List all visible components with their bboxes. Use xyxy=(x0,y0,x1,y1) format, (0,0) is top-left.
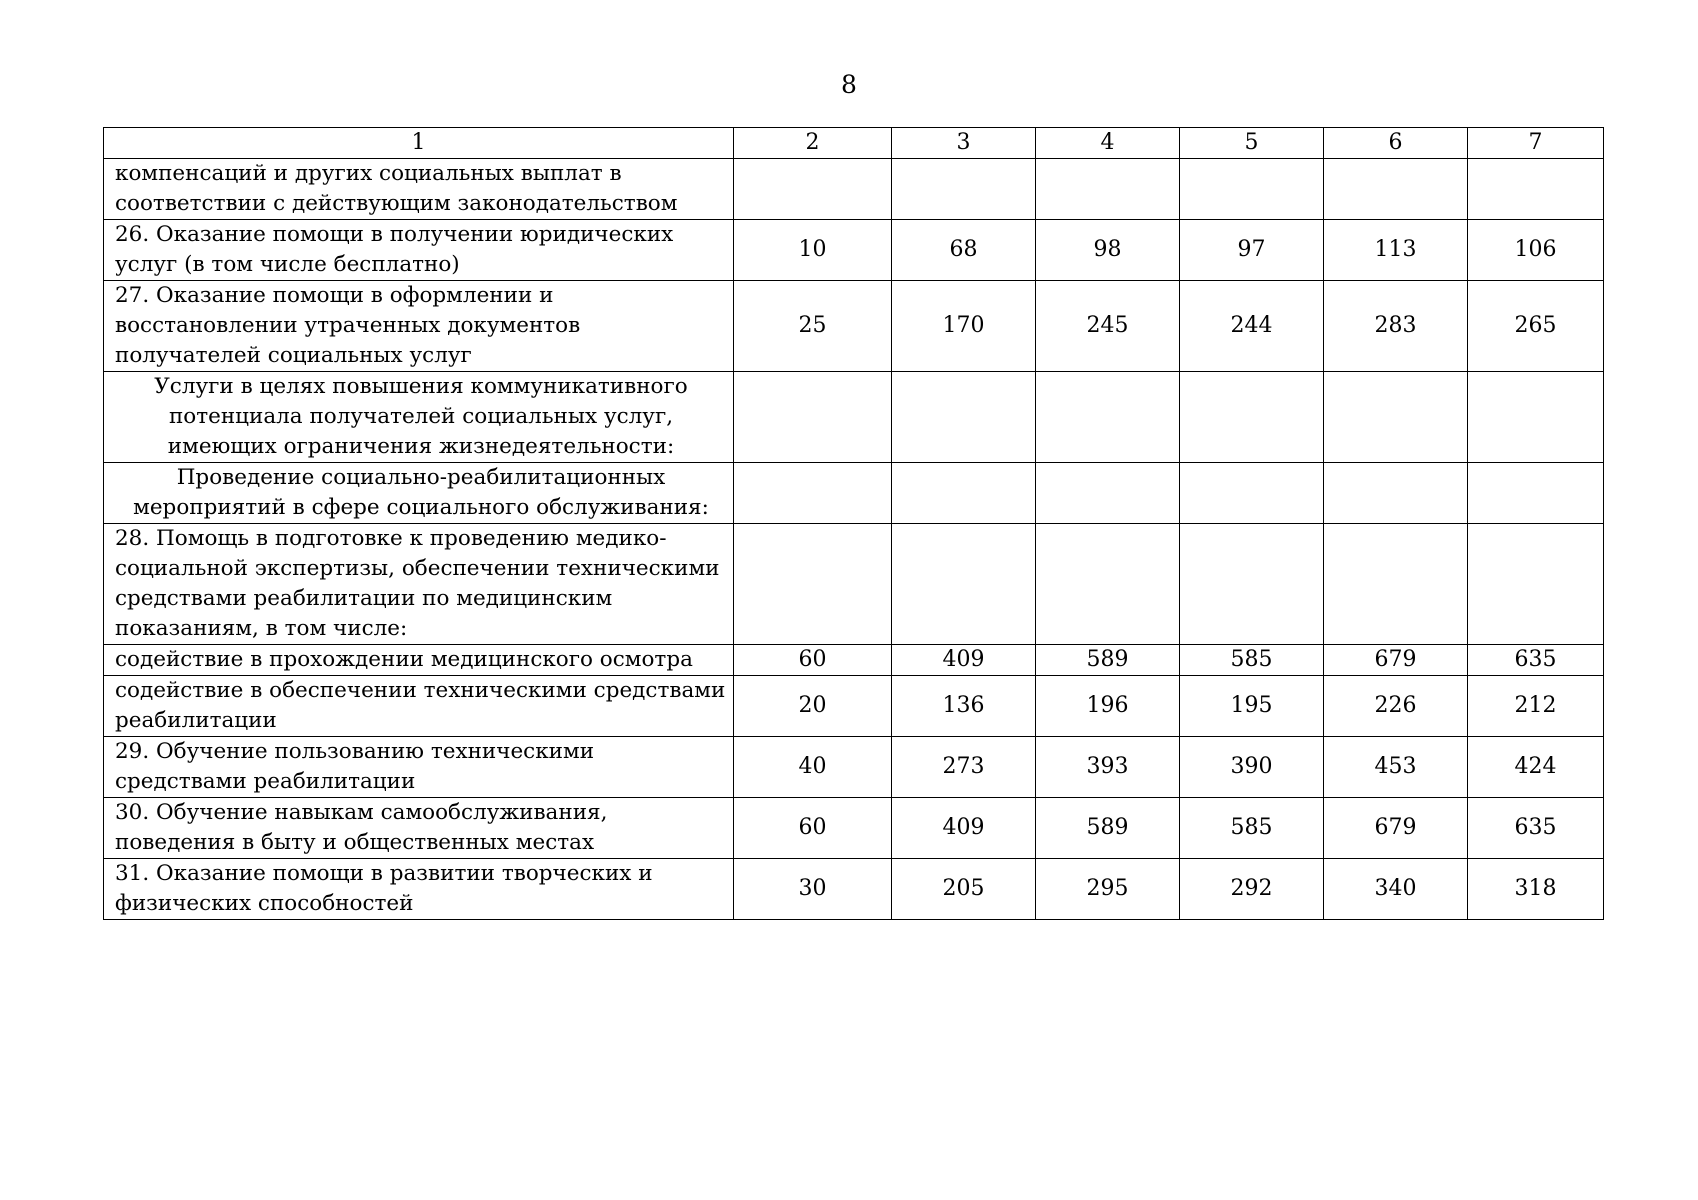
service-name-cell: содействие в прохождении медицинского осмотра xyxy=(104,645,734,676)
value-cell: 195 xyxy=(1180,676,1324,737)
value-cell: 60 xyxy=(734,798,892,859)
value-cell: 292 xyxy=(1180,859,1324,920)
value-cell xyxy=(1036,524,1180,645)
value-cell xyxy=(892,372,1036,463)
value-cell: 40 xyxy=(734,737,892,798)
value-cell xyxy=(1180,159,1324,220)
value-cell: 97 xyxy=(1180,220,1324,281)
table-row xyxy=(104,859,1604,920)
value-cell xyxy=(1324,524,1468,645)
value-cell: 265 xyxy=(1468,281,1604,372)
column-header: 7 xyxy=(1468,128,1604,159)
value-cell: 409 xyxy=(892,645,1036,676)
table-row xyxy=(104,645,1604,676)
value-cell: 106 xyxy=(1468,220,1604,281)
value-cell: 393 xyxy=(1036,737,1180,798)
section-heading-row xyxy=(104,372,1604,463)
table-row xyxy=(104,159,1604,220)
value-cell: 136 xyxy=(892,676,1036,737)
value-cell xyxy=(1324,463,1468,524)
value-cell xyxy=(1468,372,1604,463)
value-cell: 10 xyxy=(734,220,892,281)
value-cell xyxy=(892,159,1036,220)
value-cell: 273 xyxy=(892,737,1036,798)
value-cell: 318 xyxy=(1468,859,1604,920)
value-cell: 226 xyxy=(1324,676,1468,737)
service-name-cell: содействие в обеспечении техническими средствами реабилитации xyxy=(104,676,734,737)
value-cell: 60 xyxy=(734,645,892,676)
value-cell: 20 xyxy=(734,676,892,737)
value-cell: 196 xyxy=(1036,676,1180,737)
column-header: 6 xyxy=(1324,128,1468,159)
value-cell: 424 xyxy=(1468,737,1604,798)
value-cell xyxy=(1036,159,1180,220)
value-cell: 244 xyxy=(1180,281,1324,372)
value-cell: 453 xyxy=(1324,737,1468,798)
service-name-cell: компенсаций и других социальных выплат в соответствии с действующим законодательством xyxy=(104,159,734,220)
value-cell xyxy=(892,463,1036,524)
value-cell xyxy=(1180,372,1324,463)
section-heading-cell: Проведение социально-реабилитационных мероприятий в сфере социального обслуживания: xyxy=(104,463,734,524)
value-cell xyxy=(734,524,892,645)
column-header: 3 xyxy=(892,128,1036,159)
table-row xyxy=(104,798,1604,859)
service-name-cell: 28. Помощь в подготовке к проведению медико-социальной экспертизы, обеспечении техническими средствами реабилитации по медицинским показаниям, в том числе: xyxy=(104,524,734,645)
column-header: 1 xyxy=(104,128,734,159)
value-cell: 635 xyxy=(1468,645,1604,676)
value-cell xyxy=(1180,524,1324,645)
value-cell: 390 xyxy=(1180,737,1324,798)
value-cell: 589 xyxy=(1036,645,1180,676)
value-cell: 589 xyxy=(1036,798,1180,859)
service-name-cell: 31. Оказание помощи в развитии творческих и физических способностей xyxy=(104,859,734,920)
table-row xyxy=(104,281,1604,372)
value-cell: 409 xyxy=(892,798,1036,859)
value-cell: 113 xyxy=(1324,220,1468,281)
services-table xyxy=(103,127,1604,920)
value-cell xyxy=(1036,372,1180,463)
value-cell xyxy=(1468,524,1604,645)
value-cell xyxy=(892,524,1036,645)
value-cell: 68 xyxy=(892,220,1036,281)
section-heading-cell: Услуги в целях повышения коммуникативного потенциала получателей социальных услуг, имеющих ограничения жизнедеятельности: xyxy=(104,372,734,463)
value-cell xyxy=(734,463,892,524)
value-cell xyxy=(1036,463,1180,524)
value-cell xyxy=(1324,372,1468,463)
value-cell: 679 xyxy=(1324,798,1468,859)
value-cell: 635 xyxy=(1468,798,1604,859)
value-cell: 170 xyxy=(892,281,1036,372)
service-name-cell: 30. Обучение навыкам самообслуживания, поведения в быту и общественных местах xyxy=(104,798,734,859)
column-header: 5 xyxy=(1180,128,1324,159)
value-cell xyxy=(1468,463,1604,524)
service-name-cell: 29. Обучение пользованию техническими средствами реабилитации xyxy=(104,737,734,798)
value-cell: 283 xyxy=(1324,281,1468,372)
service-name-cell: 26. Оказание помощи в получении юридических услуг (в том числе бесплатно) xyxy=(104,220,734,281)
value-cell: 245 xyxy=(1036,281,1180,372)
value-cell: 295 xyxy=(1036,859,1180,920)
table-row xyxy=(104,737,1604,798)
value-cell: 585 xyxy=(1180,645,1324,676)
table-row xyxy=(104,676,1604,737)
value-cell xyxy=(1180,463,1324,524)
value-cell: 585 xyxy=(1180,798,1324,859)
value-cell xyxy=(734,372,892,463)
value-cell: 30 xyxy=(734,859,892,920)
value-cell xyxy=(734,159,892,220)
header-row xyxy=(104,128,1604,159)
value-cell xyxy=(1468,159,1604,220)
page-number: 8 xyxy=(841,70,857,99)
service-name-cell: 27. Оказание помощи в оформлении и восстановлении утраченных документов получателей социальных услуг xyxy=(104,281,734,372)
value-cell: 679 xyxy=(1324,645,1468,676)
section-heading-row xyxy=(104,463,1604,524)
value-cell: 205 xyxy=(892,859,1036,920)
value-cell: 340 xyxy=(1324,859,1468,920)
value-cell: 212 xyxy=(1468,676,1604,737)
value-cell: 25 xyxy=(734,281,892,372)
column-header: 4 xyxy=(1036,128,1180,159)
column-header: 2 xyxy=(734,128,892,159)
value-cell xyxy=(1324,159,1468,220)
table-row xyxy=(104,220,1604,281)
table-row xyxy=(104,524,1604,645)
value-cell: 98 xyxy=(1036,220,1180,281)
